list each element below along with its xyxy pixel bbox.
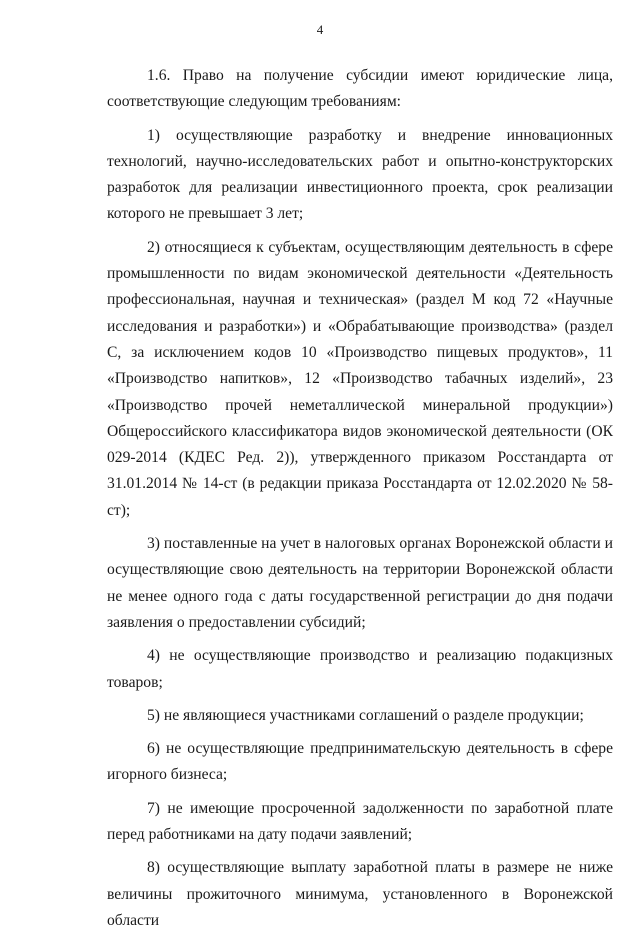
paragraph-1-6-intro: 1.6. Право на получение субсидии имеют юридические лица, соответствующие следующим требованиям: <box>107 67 613 111</box>
requirement-1: 1) осуществляющие разработку и внедрение инновационных технологий, научно-исследовательских работ и опытно-конструкторских разработок для реализации инвестиционного проекта, срок реализации которого не превышает 3 лет; <box>107 126 613 223</box>
page-number: 4 <box>316 22 324 37</box>
requirement-7: 7) не имеющие просроченной задолженности по заработной плате перед работниками на дату подачи заявлений; <box>107 799 613 844</box>
document-body <box>107 63 613 941</box>
requirement-2: 2) относящиеся к субъектам, осуществляющим деятельность в сфере промышленности по видам экономической деятельности «Деятельность профессиональная, научная и техническая» (раздел M код 72 «Научные исследования и разработки») и «Обрабатывающие производства» (раздел C, за исключением кодов 10 «Производство пищевых продуктов», 11 «Производство напитков», 12 «Производство табачных изделий», 23 «Производство прочей неметаллической минеральной продукции») Общероссийского классификатора видов экономической деятельности (ОК 029-2014 (КДЕС Ред. 2)), утвержденного приказом Росстандарта от 31.01.2014 № 14-ст (в редакции приказа Росстандарта от 12.02.2020 № 58-ст); <box>107 238 613 519</box>
requirement-4: 4) не осуществляющие производство и реализацию подакцизных товаров; <box>107 647 613 691</box>
requirement-8: 8) осуществляющие выплату заработной платы в размере не ниже величины прожиточного минимума, установленного в Воронежской области <box>107 859 613 929</box>
requirement-3: 3) поставленные на учет в налоговых органах Воронежской области и осуществляющие свою деятельность на территории Воронежской области не менее одного года с даты государственной регистрации до дня подачи заявления о предоставлении субсидий; <box>107 535 613 631</box>
requirement-6: 6) не осуществляющие предпринимательскую деятельность в сфере игорного бизнеса; <box>107 740 613 784</box>
requirement-5: 5) не являющиеся участниками соглашений о разделе продукции; <box>147 706 584 724</box>
